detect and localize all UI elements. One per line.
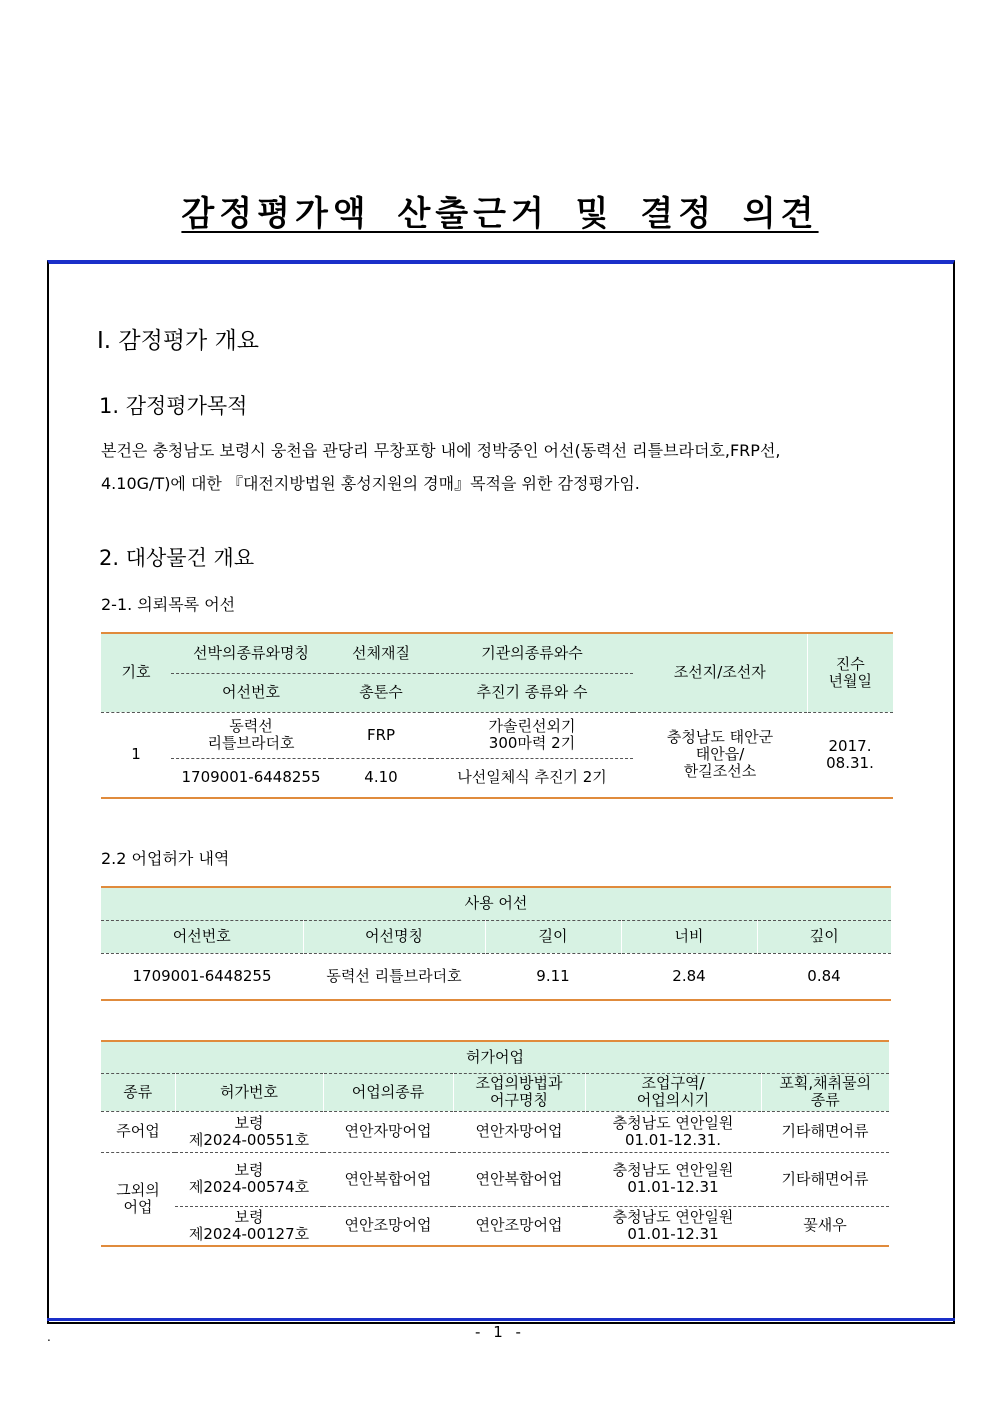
fishery-caption: 허가어업 <box>101 1041 889 1073</box>
table-row <box>101 1152 889 1206</box>
licensed-fishery-table <box>101 1040 889 1247</box>
cell-depth: 0.84 <box>757 953 891 1000</box>
cell-method: 연안복합어업 <box>453 1152 585 1206</box>
cell-fishery-type: 연안자망어업 <box>323 1111 453 1152</box>
vessel-caption: 사용 어선 <box>101 887 891 920</box>
document-title: 감정평가액 산출근거 및 결정 의견 <box>181 194 819 234</box>
cell-vessel-no: 1709001-6448255 <box>171 758 331 798</box>
page-number: - 1 - <box>475 1323 525 1341</box>
cell-length: 9.11 <box>485 953 621 1000</box>
cell-propulsion: 나선일체식 추진기 2기 <box>431 758 633 798</box>
cell-area-period: 충청남도 연안일원 01.01-12.31 <box>585 1206 761 1246</box>
col-header-engine: 기관의종류와수 <box>431 633 633 673</box>
col-header-fishery-type: 어업의종류 <box>323 1073 453 1111</box>
col-header-kind: 종류 <box>101 1073 175 1111</box>
cell-permit-no: 보령 제2024-00127호 <box>175 1206 323 1246</box>
col-header-catch-kind: 포획,채취물의 종류 <box>761 1073 889 1111</box>
group-main-fishery: 주어업 <box>101 1111 175 1152</box>
cell-area-period: 충청남도 연안일원 01.01-12.31 <box>585 1152 761 1206</box>
col-header-tonnage: 총톤수 <box>331 673 431 712</box>
cell-width: 2.84 <box>621 953 757 1000</box>
table-row <box>101 1111 889 1152</box>
col-header-no: 기호 <box>101 633 171 712</box>
cell-vessel-name: 동력선 리틀브라더호 <box>303 953 485 1000</box>
cell-area-period: 충청남도 연안일원 01.01-12.31. <box>585 1111 761 1152</box>
purpose-heading: 1. 감정평가목적 <box>99 394 248 418</box>
frame-bottom-rule <box>47 1318 955 1321</box>
col-header-vessel-no: 어선번호 <box>101 920 303 953</box>
cell-vessel-no: 1709001-6448255 <box>101 953 303 1000</box>
cell-launch-date: 2017. 08.31. <box>807 712 893 798</box>
cell-tonnage: 4.10 <box>331 758 431 798</box>
purpose-line-2: 4.10G/T)에 대한 『대전지방법원 홍성지원의 경매』목적을 위한 감정평가임. <box>101 474 640 493</box>
footer-mark: . <box>47 1330 51 1344</box>
col-header-vessel-name: 어선명칭 <box>303 920 485 953</box>
cell-catch-kind: 기타해면어류 <box>761 1111 889 1152</box>
section-heading-overview: Ⅰ. 감정평가 개요 <box>97 328 260 354</box>
cell-builder: 충청남도 태안군 태안읍/ 한길조선소 <box>633 712 807 798</box>
col-header-material: 선체재질 <box>331 633 431 673</box>
table-row <box>101 1206 889 1246</box>
cell-method: 연안자망어업 <box>453 1111 585 1152</box>
cell-permit-no: 보령 제2024-00574호 <box>175 1152 323 1206</box>
cell-fishery-type: 연안복합어업 <box>323 1152 453 1206</box>
purpose-line-1: 본건은 충청남도 보령시 웅천읍 관당리 무창포항 내에 정박중인 어선(동력선 리틀브라더호,FRP선, <box>101 441 781 460</box>
col-header-width: 너비 <box>621 920 757 953</box>
cell-fishery-type: 연안조망어업 <box>323 1206 453 1246</box>
col-header-vessel-no: 어선번호 <box>171 673 331 712</box>
col-header-propulsion: 추진기 종류와 수 <box>431 673 633 712</box>
cell-engine: 가솔린선외기 300마력 2기 <box>431 712 633 758</box>
col-header-length: 길이 <box>485 920 621 953</box>
cell-material: FRP <box>331 712 431 758</box>
vessel-list-table <box>101 632 893 799</box>
purpose-paragraph <box>101 434 913 500</box>
col-header-type-name: 선박의종류와명칭 <box>171 633 331 673</box>
col-header-depth: 깊이 <box>757 920 891 953</box>
col-header-permit-no: 허가번호 <box>175 1073 323 1111</box>
fishing-vessel-table <box>101 886 891 1001</box>
cell-method: 연안조망어업 <box>453 1206 585 1246</box>
cell-catch-kind: 기타해면어류 <box>761 1152 889 1206</box>
col-header-builder: 조선지/조선자 <box>633 633 807 712</box>
col-header-launch-date: 진수 년월일 <box>807 633 893 712</box>
group-other-fishery: 그외의 어업 <box>101 1152 175 1246</box>
license-heading: 2.2 어업허가 내역 <box>101 849 230 868</box>
cell-permit-no: 보령 제2024-00551호 <box>175 1111 323 1152</box>
subject-heading: 2. 대상물건 개요 <box>99 546 255 570</box>
col-header-method: 조업의방법과 어구명칭 <box>453 1073 585 1111</box>
cell-catch-kind: 꽃새우 <box>761 1206 889 1246</box>
cell-type-name: 동력선 리틀브라더호 <box>171 712 331 758</box>
cell-no: 1 <box>101 712 171 798</box>
col-header-area-period: 조업구역/ 어업의시기 <box>585 1073 761 1111</box>
vessel-list-heading: 2-1. 의뢰목록 어선 <box>101 595 236 614</box>
